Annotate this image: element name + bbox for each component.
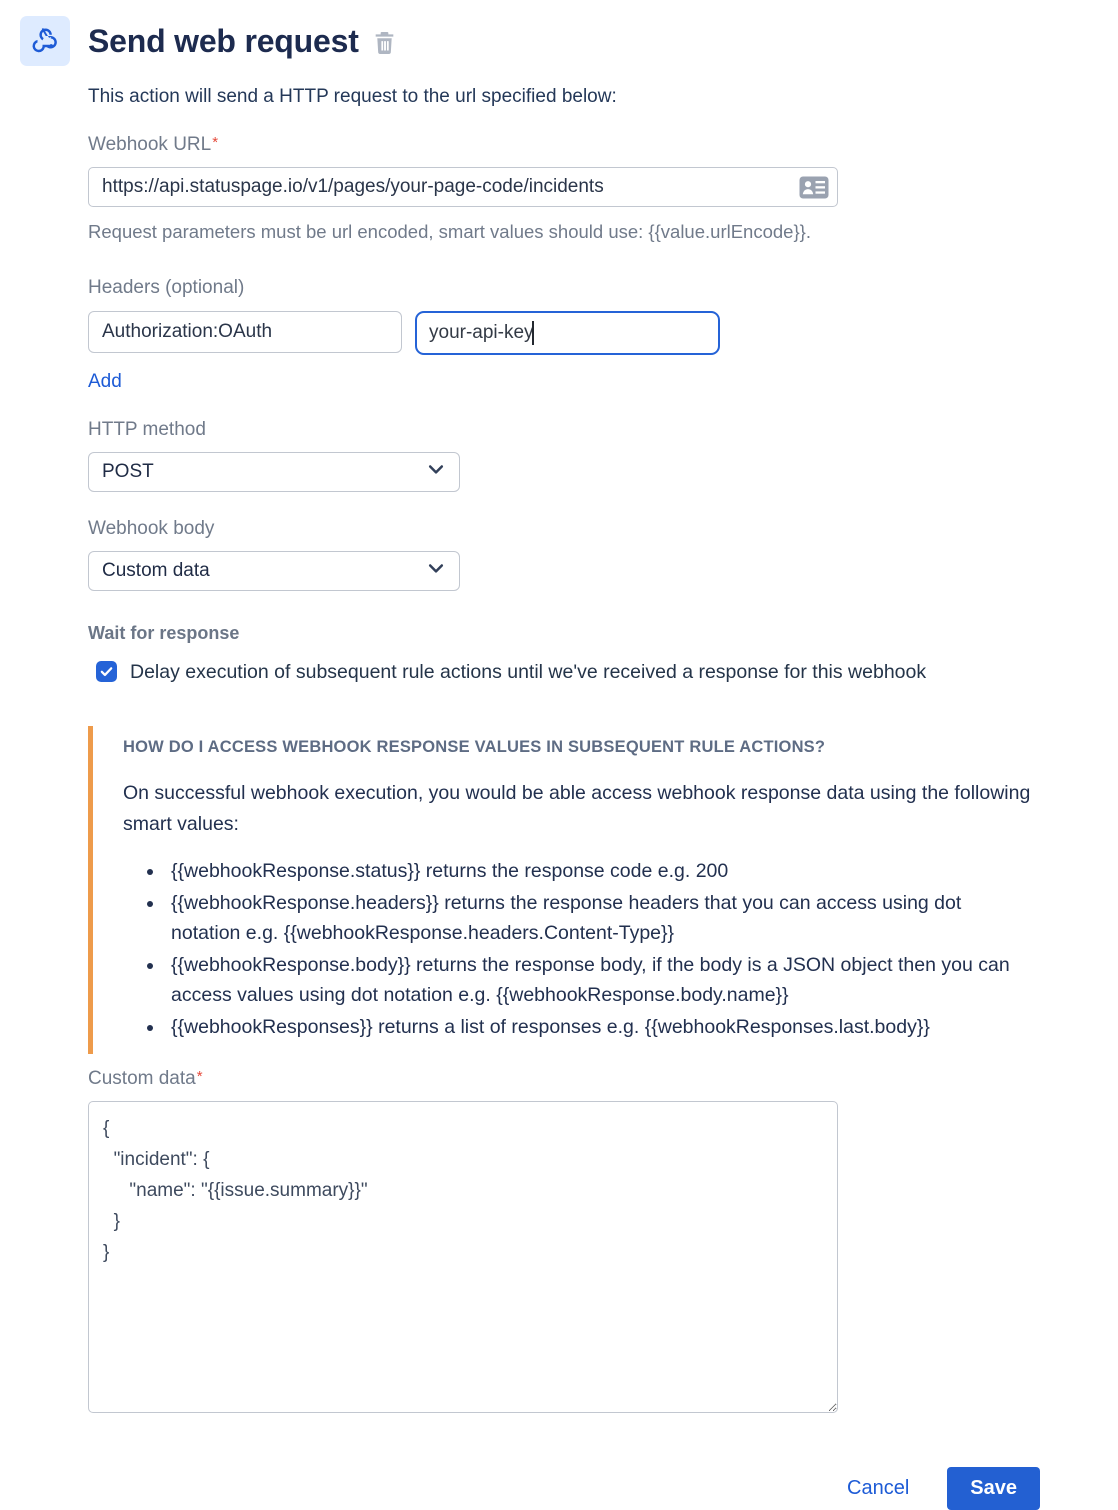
header-key-input[interactable] (88, 311, 402, 353)
smart-values-picker-icon[interactable] (799, 176, 829, 199)
webhook-url-label: Webhook URL* (88, 134, 219, 155)
webhook-icon (20, 16, 70, 66)
headers-label: Headers (optional) (88, 277, 245, 298)
action-description: This action will send a HTTP request to the url specified below: (88, 86, 617, 107)
list-item: • {{webhookResponse.status}} returns the response code e.g. 200 (165, 856, 1025, 886)
http-method-value: POST (102, 461, 154, 482)
webhook-url-help: Request parameters must be url encoded, smart values should use: {{value.urlEncode}}. (88, 221, 811, 242)
chevron-down-icon (426, 558, 446, 584)
cancel-button[interactable]: Cancel (841, 1476, 915, 1501)
custom-data-label: Custom data* (88, 1068, 203, 1089)
chevron-down-icon (426, 459, 446, 485)
wait-for-response-label: Wait for response (88, 623, 240, 643)
list-item: • {{webhookResponse.body}} returns the response body, if the body is a JSON object then you can access values using dot notation e.g. {{webhookResponse.body.name}} (165, 950, 1025, 1010)
info-panel-intro: On successful webhook execution, you would be able access webhook response data using the following smart values: (123, 782, 1031, 835)
delete-action-button[interactable] (373, 30, 396, 56)
webhook-body-label: Webhook body (88, 518, 215, 539)
page-title: Send web request (88, 22, 359, 59)
custom-data-textarea[interactable] (88, 1101, 838, 1413)
header-value-input[interactable] (415, 311, 720, 355)
http-method-label: HTTP method (88, 419, 206, 440)
info-panel-heading: HOW DO I ACCESS WEBHOOK RESPONSE VALUES IN SUBSEQUENT RULE ACTIONS? (123, 738, 826, 756)
form-header (0, 0, 1118, 66)
webhook-response-info-panel (88, 726, 1063, 1054)
check-icon (99, 664, 114, 679)
webhook-body-value: Custom data (102, 560, 210, 581)
save-button[interactable]: Save (947, 1467, 1040, 1510)
http-method-select[interactable] (88, 452, 460, 492)
text-caret (532, 321, 534, 345)
smart-values-list (123, 856, 1063, 1042)
delay-execution-checkbox-label[interactable]: Delay execution of subsequent rule actions until we've received a response for this webhook (130, 661, 927, 683)
add-header-link[interactable]: Add (88, 371, 122, 392)
webhook-body-select[interactable] (88, 551, 460, 591)
delay-execution-checkbox[interactable] (96, 661, 117, 682)
required-asterisk: * (212, 134, 219, 151)
webhook-url-input[interactable] (88, 167, 838, 207)
form-footer (0, 1467, 1040, 1510)
required-asterisk: * (196, 1068, 203, 1085)
list-item: • {{webhookResponse.headers}} returns the response headers that you can access using dot notation e.g. {{webhookResponse.headers.Content-Type}} (165, 888, 1025, 948)
list-item: • {{webhookResponses}} returns a list of responses e.g. {{webhookResponses.last.body}} (165, 1012, 1025, 1042)
